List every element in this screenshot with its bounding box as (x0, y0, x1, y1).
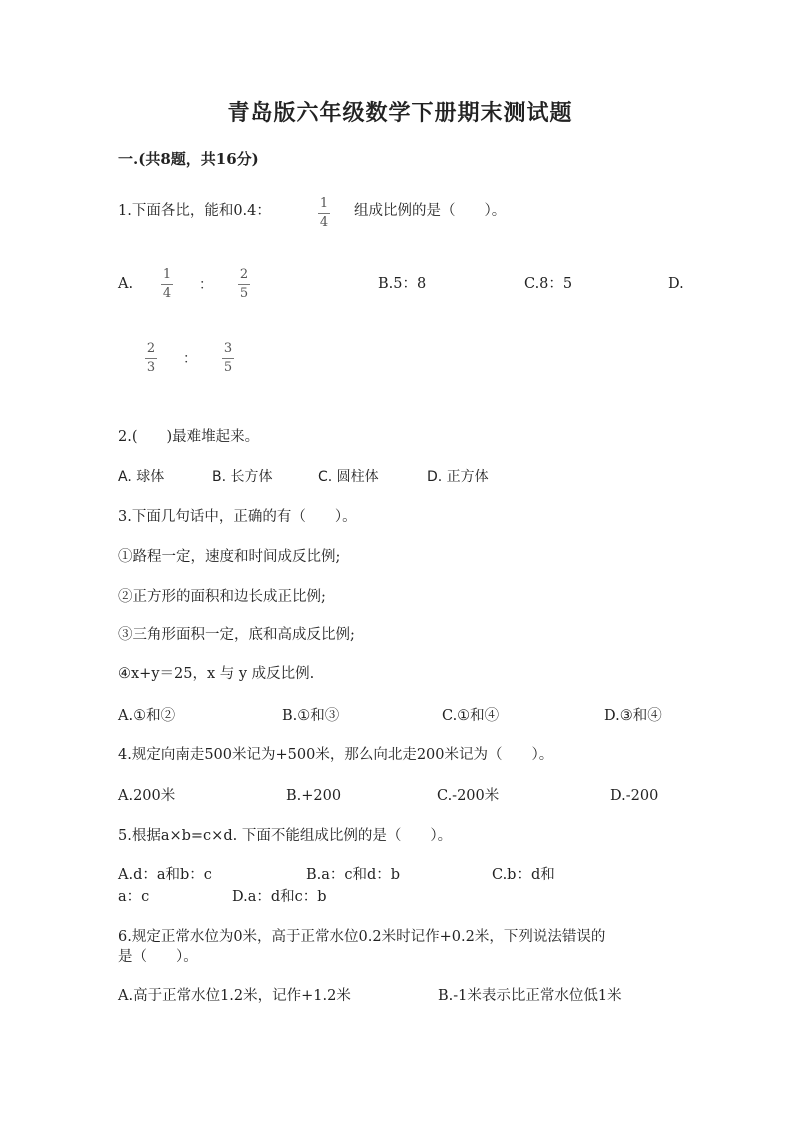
q6-stem-line-2: 是（ ）。 (118, 949, 198, 965)
fraction-numerator: 1 (319, 196, 329, 211)
fraction-numerator: 1 (162, 267, 172, 282)
q1-option-d-colon: ： (183, 351, 197, 367)
fraction-denominator: 4 (319, 215, 329, 230)
q6-stem-line-1: 6.规定正常水位为0米，高于正常水位0.2米时记作+0.2米，下列说法错误的 (118, 929, 606, 945)
q1-option-a-colon: ： (199, 277, 213, 293)
fraction-bar (145, 358, 157, 359)
q3-statement-4: ④x+y＝25，x 与 y 成反比例. (118, 666, 315, 682)
q4-stem: 4.规定向南走500米记为+500米，那么向北走200米记为（ ）。 (118, 747, 554, 763)
q1-option-d-label: D. (668, 276, 684, 292)
q5-option-c-continued: a：c (118, 889, 150, 905)
q1-option-d-fraction-right (220, 341, 236, 375)
fraction-numerator: 2 (239, 267, 249, 282)
q2-option-c: C. 圆柱体 (318, 469, 379, 485)
q5-option-c: C.b：d和 (492, 867, 555, 883)
q5-option-b: B.a：c和d：b (306, 867, 401, 883)
q1-option-a-label: A. (118, 276, 134, 292)
q4-option-a: A.200米 (118, 788, 176, 804)
q4-option-c: C.-200米 (437, 788, 500, 804)
fraction-numerator: 2 (146, 341, 156, 356)
q1-stem-fraction (316, 196, 332, 230)
q4-option-d: D.-200 (610, 788, 659, 804)
fraction-denominator: 3 (146, 360, 156, 375)
q2-stem: 2.( )最难堆起来。 (118, 429, 260, 445)
q1-option-b: B.5：8 (378, 276, 427, 292)
q4-option-b: B.+200 (286, 788, 342, 804)
q5-stem: 5.根据a×b=c×d. 下面不能组成比例的是（ ）。 (118, 828, 453, 844)
q1-option-a-fraction-left (159, 267, 175, 301)
q2-option-b: B. 长方体 (212, 469, 273, 485)
fraction-numerator: 3 (223, 341, 233, 356)
section-heading: 一.(共8题，共16分) (118, 150, 259, 168)
q3-stem: 3.下面几句话中，正确的有（ ）。 (118, 509, 357, 525)
q3-statement-3: ③三角形面积一定，底和高成反比例; (118, 627, 355, 643)
fraction-denominator: 5 (223, 360, 233, 375)
q6-option-b: B.-1米表示比正常水位低1米 (438, 988, 622, 1004)
q2-option-d: D. 正方体 (427, 469, 489, 485)
q1-option-a-fraction-right (236, 267, 252, 301)
q3-statement-1: ①路程一定，速度和时间成反比例; (118, 549, 341, 565)
q3-option-b: B.①和③ (282, 708, 340, 724)
q1-option-c: C.8：5 (524, 276, 573, 292)
q1-stem-end: 组成比例的是（ ）。 (354, 203, 507, 219)
q2-option-a: A. 球体 (118, 469, 165, 485)
fraction-bar (238, 284, 250, 285)
fraction-denominator: 4 (162, 286, 172, 301)
q3-option-d: D.③和④ (604, 708, 662, 724)
fraction-denominator: 5 (239, 286, 249, 301)
q3-statement-2: ②正方形的面积和边长成正比例; (118, 589, 326, 605)
q3-option-c: C.①和④ (442, 708, 500, 724)
fraction-bar (318, 213, 330, 214)
q6-option-a: A.高于正常水位1.2米，记作+1.2米 (118, 988, 351, 1004)
fraction-bar (161, 284, 173, 285)
q1-option-d-fraction-left (143, 341, 159, 375)
q5-option-a: A.d：a和b：c (118, 867, 212, 883)
q3-option-a: A.①和② (118, 708, 176, 724)
page-title: 青岛版六年级数学下册期末测试题 (227, 100, 573, 126)
fraction-bar (222, 358, 234, 359)
q1-stem-start: 1.下面各比，能和0.4： (118, 203, 271, 219)
q5-option-d: D.a：d和c：b (232, 889, 327, 905)
